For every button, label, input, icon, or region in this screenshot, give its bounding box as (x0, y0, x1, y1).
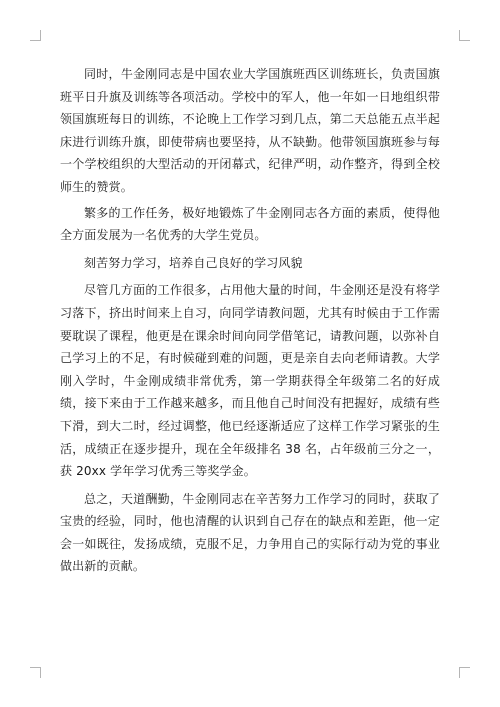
paragraph-study: 尽管几方面的工作很多，占用他大量的时间，牛金刚还是没有将学习落下，挤出时间来上自习，向同学请教问题，尤其有时候由于工作需要耽误了课程，他更是在课余时间向同学借笔记，请教问题，以弥补自己学习上的不足，有时候碰到难的问题，更是亲自去向老师请教。大学刚入学时，牛金刚成绩非常优秀，第一学期获得全年级第二名的好成绩，接下来由于工作越来越多，而且他自己时间没有把握好，成绩有些下滑，到大二时，经过调整，他已经逐渐适应了这样工作学习紧张的生活，成绩正在逐步提升，现在全年级排名 38 名，占年级前三分之一，获 20xx 学年学习优秀三等奖学金。 (60, 283, 440, 479)
paragraph-conclusion: 总之，天道酬勤，牛金刚同志在辛苦努力工作学习的同时，获取了宝贵的经验，同时，他也清醒的认识到自己存在的缺点和差距，他一定会一如既往，发扬成绩，克服不足，力争用自己的实际行动为党的事业做出新的贡献。 (60, 491, 440, 574)
paragraph-development: 繁多的工作任务，极好地锻炼了牛金刚同志各方面的素质，使得他全方面发展为一名优秀的大学生党员。 (60, 205, 440, 243)
document-body (60, 63, 440, 578)
crop-mark-top-left (30, 30, 41, 41)
paragraph-flag-team: 同时，牛金刚同志是中国农业大学国旗班西区训练班长，负责国旗班平日升旗及训练等各项活动。学校中的军人，他一年如一日地组织带领国旗班每日的训练，不论晚上工作学习到几点，第二天总能五点半起床进行训练升旗，即使带病也要坚持，从不缺勤。他带领国旗班参与每一个学校组织的大型活动的开闭幕式，纪律严明，动作整齐，得到全校师生的赞赏。 (60, 67, 440, 194)
section-heading-study: 刻苦努力学习，培养自己良好的学习风貌 (84, 255, 303, 270)
crop-mark-bottom-left (30, 667, 41, 678)
crop-mark-top-right (459, 30, 470, 41)
crop-mark-bottom-right (459, 667, 470, 678)
